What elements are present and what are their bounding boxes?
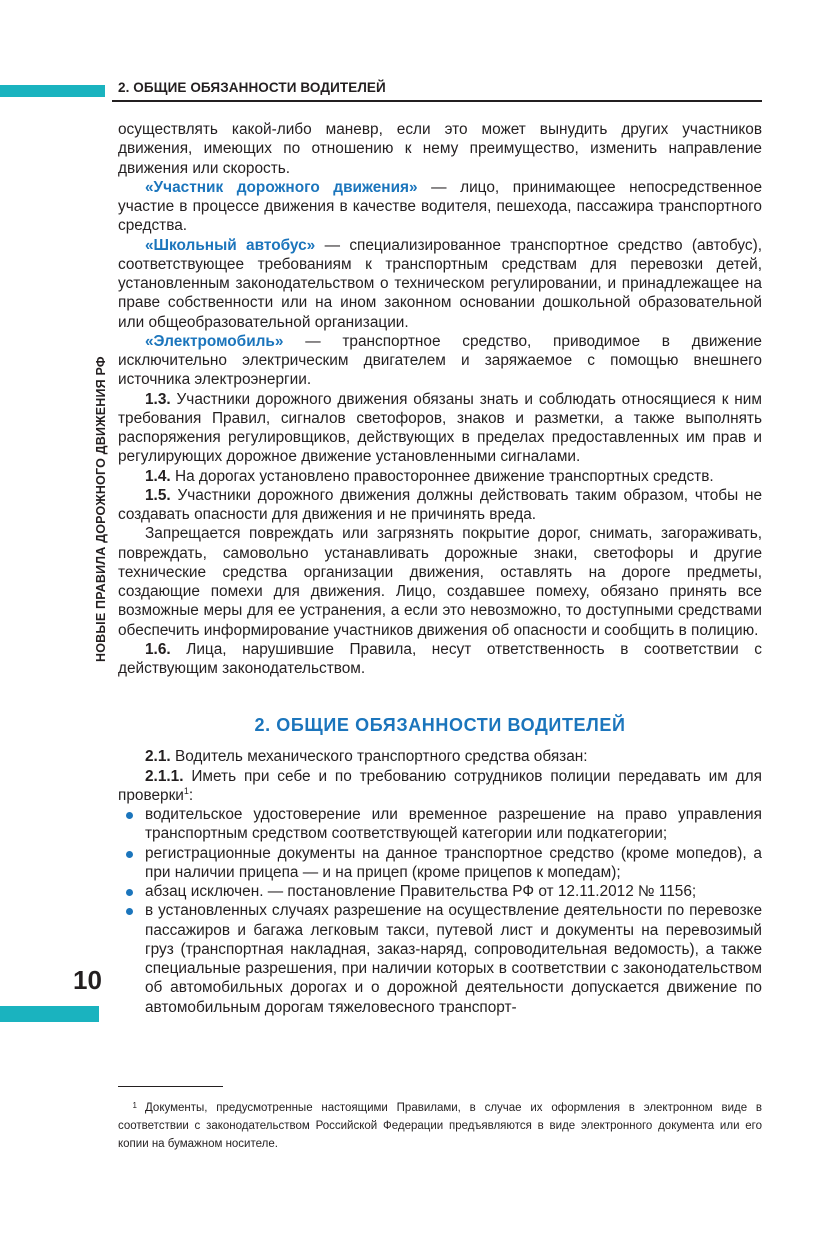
clause-number: 2.1. [145, 748, 171, 766]
continued-paragraph: осуществлять какой-либо маневр, если это может вынудить других участников движения, имеющих по отношению к нему преимущество, изменить направление движения или скорость. [118, 121, 762, 177]
footnote-text: Документы, предусмотренные настоящими Правилами, в случае их оформления в электронном виде в соответствии с законодательством Российской Федерации предъявляются в виде электронного документа или его копии на бумажном носителе. [118, 1102, 762, 1150]
footnote-rule [118, 1086, 223, 1087]
clause-1-4 [118, 467, 762, 486]
bullet-icon [126, 908, 133, 915]
header-accent-bar [0, 85, 105, 97]
header-rule [112, 100, 762, 102]
side-book-title: НОВЫЕ ПРАВИЛА ДОРОЖНОГО ДВИЖЕНИЯ РФ [94, 356, 108, 662]
clause-text: Водитель механического транспортного средства обязан: [170, 748, 588, 766]
definition-participant [118, 178, 762, 236]
definition-text: — специализированное транспортное средство (автобус), соответствующее требованиям к транспортным средствам для перевозки детей, установленным законодательством о техническом регулировании, и принадлежащее на праве собственности или на ином законном основании дошкольной образовательной или общеобразовательной организации. [118, 236, 762, 331]
definition-term: «Электромобиль» [145, 332, 284, 350]
clause-number: 1.4. [145, 467, 171, 485]
clause-text: Иметь при себе и по требованию сотрудников полиции передавать им для проверки [118, 767, 762, 804]
clause-1-3 [118, 390, 762, 467]
clause-number: 1.3. [145, 390, 171, 408]
clause-text: Участники дорожного движения обязаны знать и соблюдать относящиеся к ним требования Правил, сигналов светофоров, знаков и разметки, а также выполнять распоряжения регулировщиков, действующих в пределах предоставленных им прав и регулирующих дорожное движение установленными сигналами. [118, 390, 762, 466]
section-heading: 2. ОБЩИЕ ОБЯЗАННОСТИ ВОДИТЕЛЕЙ [254, 715, 626, 736]
bullet-icon [126, 851, 133, 858]
list-item [118, 901, 762, 1017]
footnote-mark: 1 [132, 1101, 137, 1110]
clause-number: 2.1.1. [145, 767, 184, 785]
definition-school-bus [118, 236, 762, 332]
definition-term: «Участник дорожного движения» [145, 178, 418, 196]
clause-text: Участники дорожного движения должны действовать таким образом, чтобы не создавать опасности для движения и не причинять вреда. [118, 486, 762, 523]
list-item-text: абзац исключен. — постановление Правительства РФ от 12.11.2012 № 1156; [145, 883, 697, 900]
clause-1-6 [118, 640, 762, 679]
required-documents-list [118, 805, 762, 1017]
clause-text-tail: : [188, 786, 194, 804]
list-item-text: регистрационные документы на данное транспортное средство (кроме мопедов), а при наличии прицепа — и на прицеп (кроме прицепов к мопедам); [145, 844, 762, 881]
clause-number: 1.6. [145, 640, 171, 658]
clause-text: На дорогах установлено правостороннее движение транспортных средств. [170, 467, 714, 485]
clause-2-1-1 [118, 767, 762, 806]
list-item [118, 882, 762, 901]
list-item [118, 844, 762, 883]
definition-text: — транспортное средство, приводимое в движение исключительно электрическим двигателем и заряжаемое с помощью внешнего источника электроэнергии. [118, 332, 762, 389]
bullet-icon [126, 889, 133, 896]
footnote-reference: 1 [183, 785, 189, 796]
page-body [118, 120, 762, 1017]
bullet-icon [126, 812, 133, 819]
running-header-title: 2. ОБЩИЕ ОБЯЗАННОСТИ ВОДИТЕЛЕЙ [118, 80, 386, 95]
list-item-text: водительское удостоверение или временное разрешение на право управления транспортным средством соответствующей категории или подкатегории; [145, 806, 762, 843]
footnote [118, 1097, 762, 1153]
list-item-text: в установленных случаях разрешение на осуществление деятельности по перевозке пассажиров и багажа легковым такси, путевой лист и документы на перевозимый груз (транспортная накладная, заказ-наряд, сопроводительная ведомость), а также специальные разрешения, при наличии которых в соответствии с законодательством об автомобильных дорогах и о дорожной деятельности допускается движение по автомобильным дорогам тяжеловесного транспорт- [145, 902, 762, 1016]
clause-number: 1.5. [145, 486, 171, 504]
list-item [118, 805, 762, 844]
definition-electric-car [118, 332, 762, 390]
clause-2-1 [118, 747, 762, 766]
clause-1-5-continuation: Запрещается повреждать или загрязнять покрытие дорог, снимать, загораживать, повреждать, самовольно устанавливать дорожные знаки, светофоры и другие технические средства организации движения, оставлять на дороге предметы, создающие помехи для движения. Лицо, создавшее помеху, обязано принять все возможные меры для ее устранения, а если это невозможно, то доступными средствами обеспечить информирование участников движения об опасности и сообщить в полицию. [118, 525, 762, 639]
clause-text: Лица, нарушившие Правила, несут ответственность в соответствии с действующим законодательством. [118, 640, 762, 677]
definition-text: — лицо, принимающее непосредственное участие в процессе движения в качестве водителя, пешехода, пассажира транспортного средства. [118, 178, 763, 235]
definition-term: «Школьный автобус» [145, 236, 316, 254]
clause-1-5 [118, 486, 762, 525]
page-number-accent-bar [0, 1006, 99, 1022]
page-number: 10 [73, 965, 102, 995]
